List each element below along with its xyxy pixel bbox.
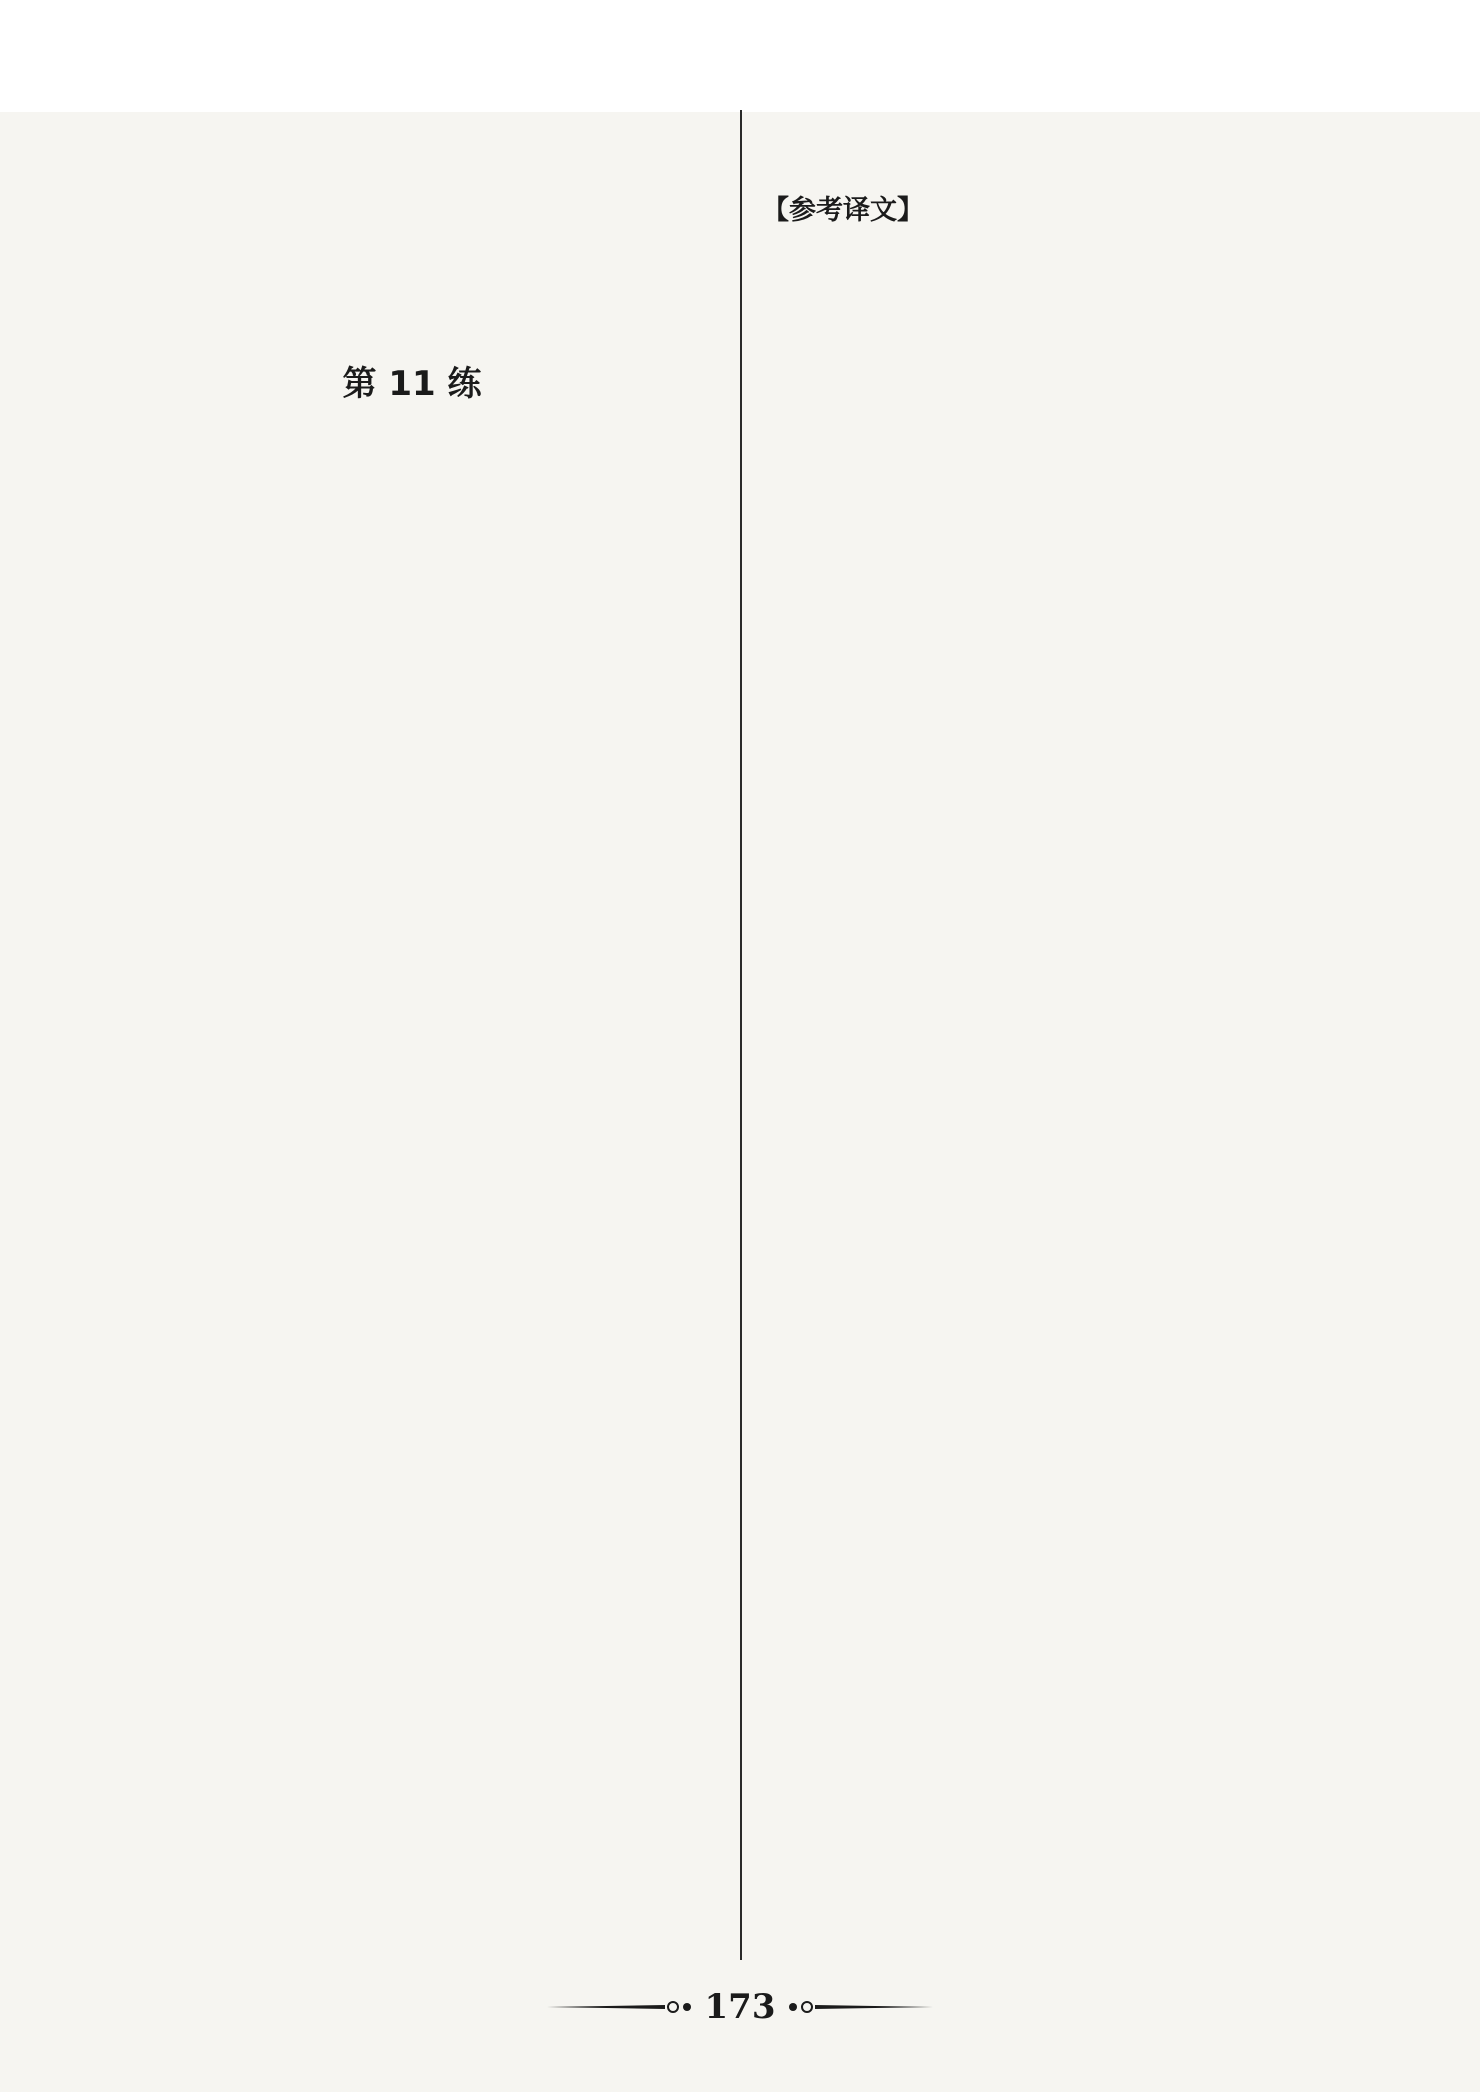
reference-translation-label: 【参考译文】 — [762, 195, 924, 226]
answer-item-1 — [103, 415, 721, 455]
material-1-paragraph-2 — [762, 270, 1382, 310]
answer-item-5 — [762, 152, 1382, 192]
left-ornament-icon — [545, 1997, 695, 2017]
right-column — [762, 112, 1382, 428]
page-footer — [0, 1982, 1480, 2032]
material-2-paragraph-3 — [762, 389, 1382, 429]
left-paragraph-2 — [103, 152, 721, 192]
page-number: 173 — [704, 1987, 776, 2027]
left-paragraph-1 — [103, 112, 721, 152]
material-2-paragraph — [762, 310, 1382, 350]
page-header-band — [0, 0, 1480, 112]
left-item-6-sub-3 — [103, 270, 721, 310]
left-item-6 — [103, 191, 721, 231]
right-ornament-icon — [785, 1997, 935, 2017]
left-column — [103, 112, 721, 573]
answer-item-3 — [103, 494, 721, 534]
material-2-paragraph-2 — [762, 349, 1382, 389]
right-item-4-cont — [762, 112, 1382, 152]
left-item-6-sub-2 — [103, 231, 721, 271]
left-item-6-sub-3-cont — [103, 310, 721, 350]
answer-item-2 — [103, 454, 721, 494]
section-title: 第 11 练 — [342, 364, 482, 404]
column-divider — [740, 110, 742, 1960]
answer-item-4 — [103, 533, 721, 573]
material-1-paragraph — [762, 231, 1382, 271]
